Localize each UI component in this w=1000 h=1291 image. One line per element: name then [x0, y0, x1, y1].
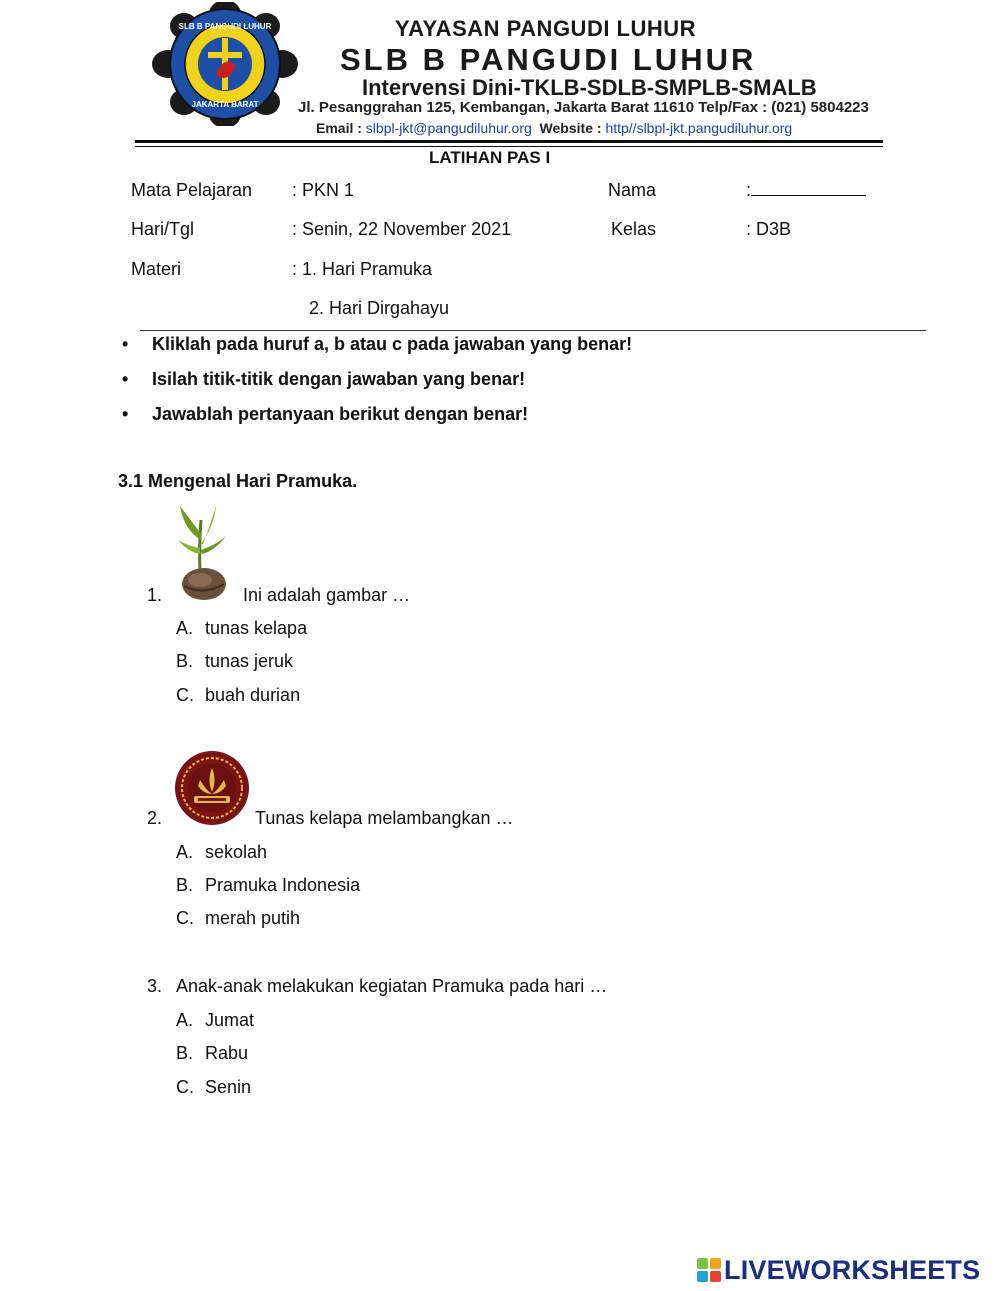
- pramuka-emblem-image: [174, 750, 250, 826]
- question-2-text: Tunas kelapa melambangkan …: [255, 808, 514, 828]
- q1-option-b[interactable]: B. tunas jeruk: [176, 651, 294, 671]
- website-label: Website :: [531, 120, 606, 136]
- q3-option-c[interactable]: C. Senin: [176, 1077, 252, 1097]
- bullet-icon: •: [122, 334, 129, 354]
- school-levels: Intervensi Dini-TKLB-SDLB-SMPLB-SMALB: [362, 75, 817, 100]
- name-label: Nama: [608, 180, 657, 200]
- material-value-1: : 1. Hari Pramuka: [292, 259, 433, 279]
- school-name: SLB B PANGUDI LUHUR: [340, 42, 757, 77]
- q3-option-b[interactable]: B. Rabu: [176, 1043, 249, 1063]
- name-blank-line[interactable]: [751, 180, 866, 196]
- logo-text-bottom: JAKARTA BARAT: [191, 100, 259, 109]
- school-address: Jl. Pesanggrahan 125, Kembangan, Jakarta Barat 11610 Telp/Fax : (021) 5804223: [298, 99, 869, 116]
- bullet-icon: •: [122, 404, 129, 424]
- website-link[interactable]: http//slbpl-jkt.pangudiluhur.org: [605, 120, 793, 136]
- contact-line: [316, 120, 792, 136]
- q1-option-a[interactable]: A. tunas kelapa: [176, 618, 308, 638]
- coconut-sprout-image: [170, 500, 232, 604]
- liveworksheets-brand[interactable]: [697, 1255, 980, 1285]
- date-value: : Senin, 22 November 2021: [292, 219, 512, 239]
- q2-option-b[interactable]: B. Pramuka Indonesia: [176, 875, 361, 895]
- header-divider: [140, 330, 926, 331]
- question-3-text: Anak-anak melakukan kegiatan Pramuka pada hari …: [176, 976, 608, 996]
- subject-value: : PKN 1: [292, 180, 355, 200]
- q1-option-c[interactable]: C. buah durian: [176, 685, 301, 705]
- instruction-item: • Isilah titik-titik dengan jawaban yang benar!: [122, 369, 526, 389]
- liveworksheets-logo-icon: [697, 1258, 721, 1282]
- letterhead-divider-thin: [135, 146, 883, 147]
- material-value-2: 2. Hari Dirgahayu: [309, 298, 450, 318]
- question-1-number: 1.: [147, 585, 163, 605]
- q2-option-c[interactable]: C. merah putih: [176, 908, 301, 928]
- question-2-number: 2.: [147, 808, 163, 828]
- email-link[interactable]: slbpl-jkt@pangudiluhur.org: [365, 120, 532, 136]
- section-title: 3.1 Mengenal Hari Pramuka.: [118, 471, 358, 491]
- name-colon: :: [746, 180, 752, 200]
- date-label: Hari/Tgl: [131, 219, 195, 239]
- question-1-text: Ini adalah gambar …: [243, 585, 411, 605]
- letterhead-divider-thick: [135, 140, 883, 143]
- q3-option-a[interactable]: A. Jumat: [176, 1010, 255, 1030]
- instruction-item: • Kliklah pada huruf a, b atau c pada jawaban yang benar!: [122, 334, 633, 354]
- name-field[interactable]: [746, 180, 866, 201]
- subject-label: Mata Pelajaran: [131, 180, 253, 200]
- bullet-icon: •: [122, 369, 129, 389]
- instruction-item: • Jawablah pertanyaan berikut dengan benar!: [122, 404, 529, 424]
- class-label: Kelas: [611, 219, 657, 239]
- foundation-name: YAYASAN PANGUDI LUHUR: [395, 16, 697, 41]
- school-logo: [150, 2, 300, 126]
- brand-text: LIVEWORKSHEETS: [724, 1254, 981, 1285]
- q2-option-a[interactable]: A. sekolah: [176, 842, 268, 862]
- class-value: : D3B: [746, 219, 792, 239]
- logo-text-top: SLB B PANGUDI LUHUR: [178, 22, 272, 31]
- exam-title: LATIHAN PAS I: [429, 148, 551, 167]
- material-label: Materi: [131, 259, 182, 279]
- email-label: Email :: [316, 120, 366, 136]
- question-3-number: 3.: [147, 976, 163, 996]
